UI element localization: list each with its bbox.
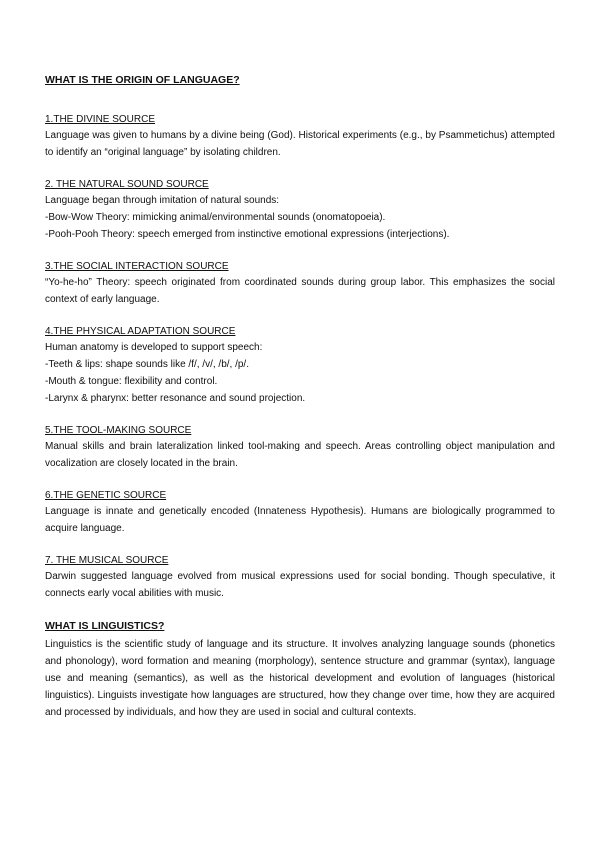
section-line: -Mouth & tongue: flexibility and control. bbox=[45, 376, 218, 387]
section-heading: 6.THE GENETIC SOURCE bbox=[45, 490, 167, 501]
section-natural-sound-source bbox=[45, 178, 555, 243]
section-line: Human anatomy is developed to support speech: bbox=[45, 342, 263, 353]
section-body: Darwin suggested language evolved from musical expressions used for social bonding. Though speculative, it connects early vocal abilities with music. bbox=[45, 571, 555, 599]
linguistics-heading: WHAT IS LINGUISTICS? bbox=[45, 620, 165, 632]
section-musical-source bbox=[45, 554, 555, 602]
section-heading: 2. THE NATURAL SOUND SOURCE bbox=[45, 179, 209, 190]
section-line: -Teeth & lips: shape sounds like /f/, /v/, /b/, /p/. bbox=[45, 359, 249, 370]
linguistics-body: Linguistics is the scientific study of language and its structure. It involves analyzing language sounds (phonetics and phonology), word formation and meaning (morphology), sentence structure and grammar (syntax), language use and meaning (semantics), as well as the historical development and evolution of languages (historical linguistics). Linguists investigate how languages are structured, how they change over time, how they are acquired and processed by individuals, and how they are used in social and cultural contexts. bbox=[45, 639, 555, 718]
section-physical-adaptation-source bbox=[45, 325, 555, 407]
section-heading: 7. THE MUSICAL SOURCE bbox=[45, 555, 169, 566]
page-title: WHAT IS THE ORIGIN OF LANGUAGE? bbox=[45, 74, 240, 86]
section-body: Manual skills and brain lateralization linked tool-making and speech. Areas controlling object manipulation and vocalization are closely located in the brain. bbox=[45, 441, 555, 469]
section-line: Language began through imitation of natural sounds: bbox=[45, 195, 280, 206]
section-genetic-source bbox=[45, 489, 555, 537]
section-social-interaction-source bbox=[45, 260, 555, 308]
section-tool-making-source bbox=[45, 424, 555, 472]
section-body: “Yo-he-ho” Theory: speech originated from coordinated sounds during group labor. This emphasizes the social context of early language. bbox=[45, 277, 555, 305]
section-line: -Bow-Wow Theory: mimicking animal/environmental sounds (onomatopoeia). bbox=[45, 212, 386, 223]
section-heading: 3.THE SOCIAL INTERACTION SOURCE bbox=[45, 261, 229, 272]
section-line: -Larynx & pharynx: better resonance and sound projection. bbox=[45, 393, 306, 404]
section-line: -Pooh-Pooh Theory: speech emerged from instinctive emotional expressions (interjections). bbox=[45, 229, 450, 240]
section-heading: 1.THE DIVINE SOURCE bbox=[45, 114, 156, 125]
section-divine-source bbox=[45, 113, 555, 161]
section-what-is-linguistics bbox=[45, 619, 555, 721]
section-body: Language is innate and genetically encoded (Innateness Hypothesis). Humans are biologically programmed to acquire language. bbox=[45, 506, 555, 534]
section-heading: 4.THE PHYSICAL ADAPTATION SOURCE bbox=[45, 326, 236, 337]
section-body: Language was given to humans by a divine being (God). Historical experiments (e.g., by Psammetichus) attempted to identify an “original language” by isolating children. bbox=[45, 130, 555, 158]
section-heading: 5.THE TOOL-MAKING SOURCE bbox=[45, 425, 192, 436]
